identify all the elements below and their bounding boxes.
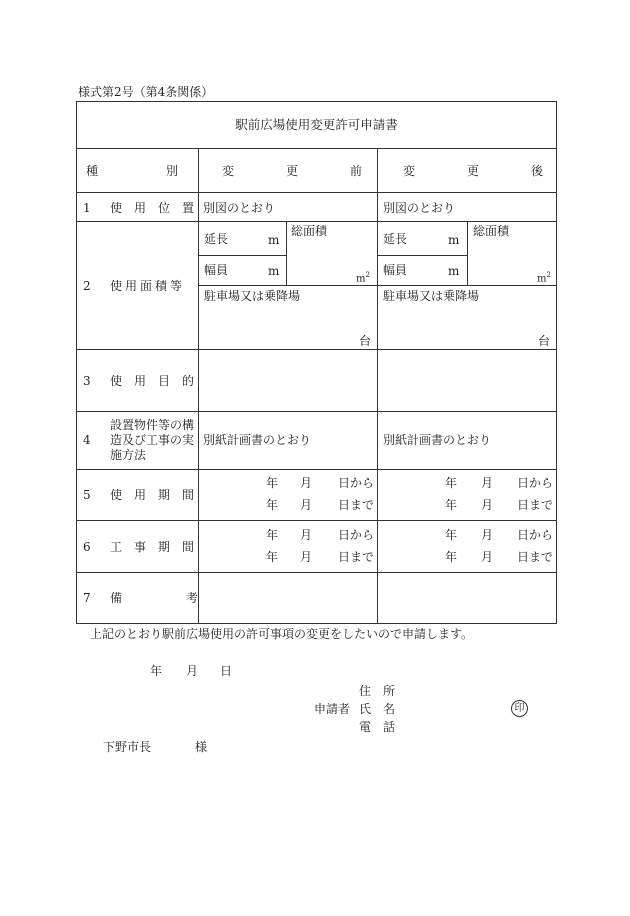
date-year: 年: [150, 664, 163, 678]
row2-before-length-unit: m: [268, 233, 280, 247]
row2-before-width-label: 幅員: [204, 263, 229, 277]
applicant-address-label: 住所: [359, 684, 408, 698]
applicant-name-label: 氏名: [359, 702, 408, 716]
header-after: 変更後: [403, 164, 596, 178]
row4-after: 別紙計画書のとおり: [383, 433, 492, 447]
row6-after-year: 年: [445, 528, 458, 542]
row5-before-month: 月: [300, 476, 313, 490]
row2-before-width-unit: m: [268, 264, 280, 278]
row5-label: 使用期間: [110, 488, 207, 502]
row5-before-until: 日まで: [338, 498, 375, 512]
row5-after-year2: 年: [445, 498, 458, 512]
row2-after-count-unit: 台: [538, 334, 551, 348]
row1-number: 1: [83, 201, 91, 215]
row6-before-month2: 月: [300, 550, 313, 564]
row6-number: 6: [83, 540, 91, 554]
row6-before-year: 年: [266, 528, 279, 542]
row1-label: 使用位置: [110, 201, 207, 215]
row2-after-area-label: 総面積: [473, 224, 510, 238]
row2-label: 使用面積等: [110, 279, 186, 293]
row4-number: 4: [83, 433, 91, 447]
row7-number: 7: [83, 591, 91, 605]
row1-before: 別図のとおり: [203, 201, 276, 215]
row2-after-length-unit: m: [448, 233, 460, 247]
row6-label: 工事期間: [110, 540, 207, 554]
row4-label-line2: 造及び工事の実: [110, 433, 195, 447]
row2-after-area-unit: $m^2$: [537, 271, 551, 285]
row5-after-month2: 月: [481, 498, 494, 512]
row4-before: 別紙計画書のとおり: [203, 433, 312, 447]
header-kind: 種別: [86, 164, 247, 178]
row6-after-year2: 年: [445, 550, 458, 564]
row4-label-line1: 設置物件等の構: [110, 418, 195, 432]
row5-after-from: 日から: [517, 476, 554, 490]
row5-before-month2: 月: [300, 498, 313, 512]
seal-mark: 印: [511, 700, 528, 717]
date-month: 月: [186, 664, 199, 678]
row3-label: 使用目的: [110, 374, 207, 388]
row5-number: 5: [83, 488, 91, 502]
form-number: 様式第2号（第4条関係）: [78, 85, 214, 99]
row6-before-year2: 年: [266, 550, 279, 564]
row5-before-year: 年: [266, 476, 279, 490]
row5-after-until: 日まで: [517, 498, 554, 512]
row2-after-width-unit: m: [448, 264, 460, 278]
row2-before-count-unit: 台: [359, 334, 372, 348]
date-day: 日: [220, 664, 233, 678]
row6-before-from: 日から: [338, 528, 375, 542]
application-statement: 上記のとおり駅前広場使用の許可事項の変更をしたいので申請します。: [90, 627, 474, 641]
row5-after-month: 月: [481, 476, 494, 490]
row5-before-year2: 年: [266, 498, 279, 512]
row2-after-width-label: 幅員: [383, 263, 408, 277]
row5-after-year: 年: [445, 476, 458, 490]
row7-label: 備考: [110, 591, 263, 605]
row6-before-month: 月: [300, 528, 313, 542]
row6-after-month: 月: [481, 528, 494, 542]
row3-number: 3: [83, 374, 91, 388]
row6-before-until: 日まで: [338, 550, 375, 564]
row2-after-parking-label: 駐車場又は乗降場: [383, 289, 480, 303]
applicant-phone-label: 電話: [359, 720, 408, 734]
applicant-role: 申請者: [314, 702, 351, 716]
row1-after: 別図のとおり: [383, 201, 456, 215]
row2-before-parking-label: 駐車場又は乗降場: [204, 289, 301, 303]
addressee-honorific: 様: [195, 740, 208, 754]
row2-before-length-label: 延長: [204, 232, 229, 246]
row2-before-area-unit: $m^2$: [356, 271, 370, 285]
row6-after-month2: 月: [481, 550, 494, 564]
addressee-name: 下野市長: [103, 740, 152, 754]
row2-number: 2: [83, 279, 91, 293]
form-title: 駅前広場使用変更許可申請書: [235, 117, 398, 132]
row2-before-area-label: 総面積: [291, 224, 328, 238]
row2-after-length-label: 延長: [383, 232, 408, 246]
row5-before-from: 日から: [338, 476, 375, 490]
header-before: 変更前: [222, 164, 415, 178]
row6-after-until: 日まで: [517, 550, 554, 564]
row4-label-line3: 施方法: [110, 448, 147, 462]
row6-after-from: 日から: [517, 528, 554, 542]
